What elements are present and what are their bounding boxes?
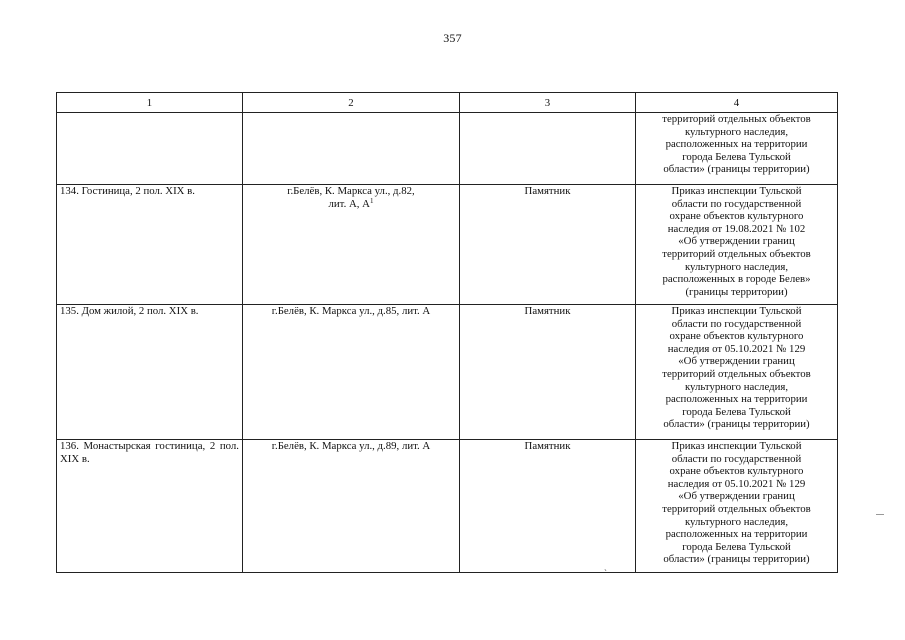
table-header-row <box>57 93 838 113</box>
document-line: области по государственной <box>671 317 802 330</box>
document-line: территорий отдельных объектов <box>662 113 811 125</box>
document-line: области по государственной <box>671 452 802 465</box>
table-row-134 <box>57 185 838 305</box>
document-line: «Об утверждении границ <box>678 235 795 248</box>
document-cell <box>636 185 838 305</box>
document-line: наследия от 05.10.2021 № 129 <box>667 477 806 490</box>
column-header-3: 3 <box>460 93 636 113</box>
document-line: области» (границы территории) <box>663 163 810 176</box>
document-line: территорий отдельных объектов <box>662 502 811 515</box>
document-line: охране объектов культурного <box>669 330 804 343</box>
document-line: города Белева Тульской <box>682 540 791 553</box>
document-line: Приказ инспекции Тульской <box>671 185 802 197</box>
address-cell <box>243 185 460 305</box>
address-cell: г.Белёв, К. Маркса ул., д.89, лит. А <box>243 440 460 573</box>
address-cell: г.Белёв, К. Маркса ул., д.85, лит. А <box>243 305 460 440</box>
continuation-address-cell <box>243 113 460 185</box>
document-line: Приказ инспекции Тульской <box>671 305 802 317</box>
column-header-1: 1 <box>57 93 243 113</box>
document-line: области» (границы территории) <box>663 418 810 431</box>
document-line: культурного наследия, <box>684 515 789 528</box>
document-cell <box>636 305 838 440</box>
document-line: «Об утверждении границ <box>678 355 795 368</box>
document-line: наследия от 19.08.2021 № 102 <box>667 222 806 235</box>
document-line: охране объектов культурного <box>669 210 804 223</box>
document-line: города Белева Тульской <box>682 405 791 418</box>
scan-margin-mark <box>876 514 884 515</box>
document-line: города Белева Тульской <box>682 150 791 163</box>
document-line: области» (границы территории) <box>663 553 810 566</box>
document-line: (границы территории) <box>685 285 788 298</box>
document-line: охране объектов культурного <box>669 465 804 478</box>
address-letters: лит. А, А <box>328 197 370 210</box>
document-line: области по государственной <box>671 197 802 210</box>
category-cell: Памятник <box>460 185 636 305</box>
address-line <box>246 198 456 211</box>
document-line: расположенных на территории <box>665 138 808 151</box>
table-row-135 <box>57 305 838 440</box>
table-row-continuation <box>57 113 838 185</box>
document-line: культурного наследия, <box>684 125 789 138</box>
heritage-register-table <box>56 92 838 573</box>
document-line: расположенных на территории <box>665 393 808 406</box>
column-header-2: 2 <box>243 93 460 113</box>
object-name-cell: 134. Гостиница, 2 пол. XIX в. <box>57 185 243 305</box>
document-line: расположенных на территории <box>665 528 808 541</box>
document-line: культурного наследия, <box>684 260 789 273</box>
continuation-category-cell <box>460 113 636 185</box>
document-line: наследия от 05.10.2021 № 129 <box>667 342 806 355</box>
category-cell: Памятник <box>460 305 636 440</box>
document-line: «Об утверждении границ <box>678 490 795 503</box>
continuation-name-cell <box>57 113 243 185</box>
continuation-document-cell <box>636 113 838 185</box>
object-name-cell: 135. Дом жилой, 2 пол. XIX в. <box>57 305 243 440</box>
scan-speck: ` <box>604 568 607 578</box>
document-line: расположенных в городе Белев» <box>662 273 811 286</box>
document-line: территорий отдельных объектов <box>662 247 811 260</box>
table-row-136 <box>57 440 838 573</box>
page-number: 357 <box>443 31 462 45</box>
object-name-cell: 136. Монастырская гостиница, 2 пол. XIX в. <box>57 440 243 573</box>
document-line: культурного наследия, <box>684 380 789 393</box>
category-cell: Памятник <box>460 440 636 573</box>
column-header-4: 4 <box>636 93 838 113</box>
address-line: г.Белёв, К. Маркса ул., д.82, <box>287 185 415 197</box>
document-line: Приказ инспекции Тульской <box>671 440 802 452</box>
document-line: территорий отдельных объектов <box>662 367 811 380</box>
document-cell <box>636 440 838 573</box>
address-superscript: 1 <box>369 196 374 205</box>
